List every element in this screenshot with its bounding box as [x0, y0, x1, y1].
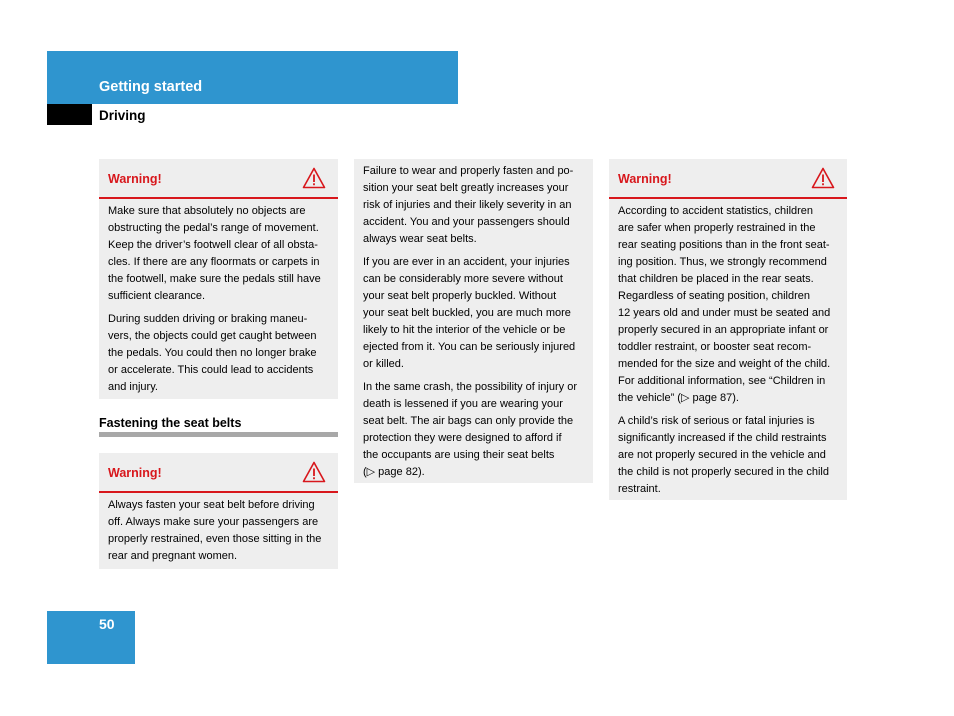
- warning-paragraph: According to accident statistics, children are safer when properly restrained in the rear seating positions than in the front seat- ing position. Thus, we strongly recommend that children be placed in the rear seats. Regardless of seating position, children 12 years old and under must be seated and properly secured in an appropriate infant or toddler restraint, or booster seat recom- mended for the size and weight of the child. For additional information, see “Children in the vehicle” (▷ page 87).: [618, 205, 831, 404]
- warning-paragraph: During sudden driving or braking maneu- vers, the objects could get caught between the pedals. You could then no longer brake or accelerate. This could lead to accidents and injury.: [108, 313, 317, 393]
- warning-header: [99, 453, 338, 493]
- fastening-seat-belts-heading: Fastening the seat belts: [99, 416, 242, 430]
- warning-triangle-icon: [302, 167, 326, 189]
- warning-box-seatbelt: [99, 453, 338, 569]
- section-header-band: [47, 51, 458, 104]
- heading-rule: [99, 432, 338, 437]
- warning-label: Warning!: [108, 466, 162, 480]
- warning-box-children: [609, 159, 847, 500]
- warning-label: Warning!: [108, 172, 162, 186]
- warning-paragraph: Make sure that absolutely no objects are obstructing the pedal’s range of movement. Keep the driver’s footwell clear of all obsta- cles. If there are any floormats or carpets in the footwell, make sure the pedals still have sufficient clearance.: [108, 205, 321, 302]
- warning-body: [99, 493, 338, 565]
- page-number-tab: [47, 611, 135, 664]
- info-paragraph: Failure to wear and properly fasten and po- sition your seat belt greatly increases your risk of injuries and their likely severity in an accident. You and your passengers should always wear seat belts.: [363, 165, 574, 245]
- warning-header: [609, 159, 847, 199]
- warning-label: Warning!: [618, 172, 672, 186]
- warning-paragraph: A child’s risk of serious or fatal injuries is significantly increased if the child restraints are not properly secured in the vehicle and the child is not properly secured in the child restraint.: [618, 415, 829, 495]
- subsection-title: Driving: [99, 108, 146, 123]
- warning-triangle-icon: [302, 461, 326, 483]
- info-body: [354, 159, 593, 481]
- warning-header: [99, 159, 338, 199]
- page-number: 50: [99, 616, 115, 632]
- warning-box-pedals: [99, 159, 338, 399]
- info-paragraph: If you are ever in an accident, your injuries can be considerably more severe without your seat belt properly buckled. Without your seat belt buckled, you are much more likely to hit the interior of the vehicle or be ejected from it. You can be seriously injured or killed.: [363, 256, 576, 370]
- warning-body: [609, 199, 847, 498]
- seatbelt-info-box: [354, 159, 593, 483]
- warning-body: [99, 199, 338, 396]
- warning-triangle-icon: [811, 167, 835, 189]
- warning-paragraph: Always fasten your seat belt before driving off. Always make sure your passengers are properly restrained, even those sitting in the rear and pregnant women.: [108, 499, 322, 562]
- section-title: Getting started: [99, 79, 203, 95]
- info-paragraph: In the same crash, the possibility of injury or death is lessened if you are wearing your seat belt. The air bags can only provide the protection they were designed to afford if the occupants are using their seat belts (▷ page 82).: [363, 381, 577, 478]
- section-marker-tab: [47, 104, 92, 125]
